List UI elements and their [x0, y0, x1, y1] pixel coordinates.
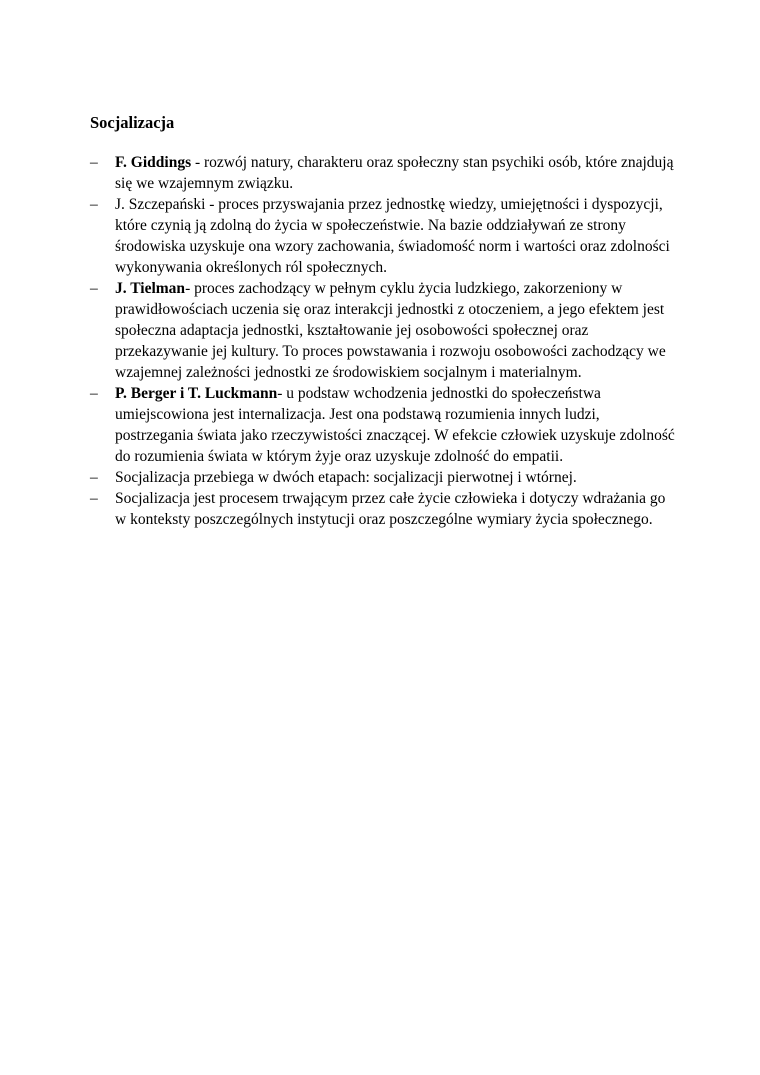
list-item-text: [115, 383, 680, 467]
list-item: [90, 152, 680, 194]
list-item-text: [115, 194, 680, 278]
list-item-text: [115, 278, 680, 383]
list-item: [90, 383, 680, 467]
dash-bullet-icon: –: [90, 196, 98, 213]
list-item: [90, 467, 680, 488]
list-item-text: [115, 467, 680, 488]
dash-bullet-icon: –: [90, 385, 98, 402]
definition-text: - u podstaw wchodzenia jednostki do społeczeństwa umiejscowiona jest internalizacja. Jest ona podstawą rozumienia innych ludzi, postrzegania świata jako rzeczywistości znaczącej. W efekcie człowiek uzyskuje zdolność do rozumienia świata w którym żyje oraz uzyskuje zdolność do empatii.: [115, 385, 675, 465]
list-item: [90, 278, 680, 383]
dash-bullet-icon: –: [90, 490, 98, 507]
list-item: [90, 488, 680, 530]
definitions-list: [90, 152, 680, 530]
dash-bullet-icon: –: [90, 280, 98, 297]
list-item-text: [115, 152, 680, 194]
document-title: Socjalizacja: [90, 113, 175, 132]
dash-bullet-icon: –: [90, 469, 98, 486]
list-item: [90, 194, 680, 278]
list-item-text: [115, 488, 680, 530]
definition-text: Socjalizacja przebiega w dwóch etapach: socjalizacji pierwotnej i wtórnej.: [115, 469, 577, 486]
definition-text: Socjalizacja jest procesem trwającym przez całe życie człowieka i dotyczy wdrażania go w konteksty poszczególnych instytucji oraz poszczególne wymiary życia społecznego.: [115, 490, 666, 528]
dash-bullet-icon: –: [90, 154, 98, 171]
definition-text: J. Szczepański - proces przyswajania przez jednostkę wiedzy, umiejętności i dyspozycji, które czynią ją zdolną do życia w społeczeństwie. Na bazie oddziaływań ze strony środowiska uzyskuje ona wzory zachowania, świadomość norm i wartości oraz zdolności wykonywania określonych ról społecznych.: [115, 196, 670, 276]
author-name: F. Giddings: [115, 154, 192, 171]
author-name: J. Tielman: [115, 280, 186, 297]
author-name: P. Berger i T. Luckmann: [115, 385, 278, 402]
definition-text: - rozwój natury, charakteru oraz społeczny stan psychiki osób, które znajdują się we wzajemnym związku.: [115, 154, 674, 192]
definition-text: - proces zachodzący w pełnym cyklu życia ludzkiego, zakorzeniony w prawidłowościach uczenia się oraz interakcji jednostki z otoczeniem, a jego efektem jest społeczna adaptacja jednostki, kształtowanie jej osobowości społecznej oraz przekazywanie jej kultury. To proces powstawania i rozwoju osobowości zachodzący we wzajemnej zależności jednostki ze środowiskiem socjalnym i materialnym.: [115, 280, 666, 381]
